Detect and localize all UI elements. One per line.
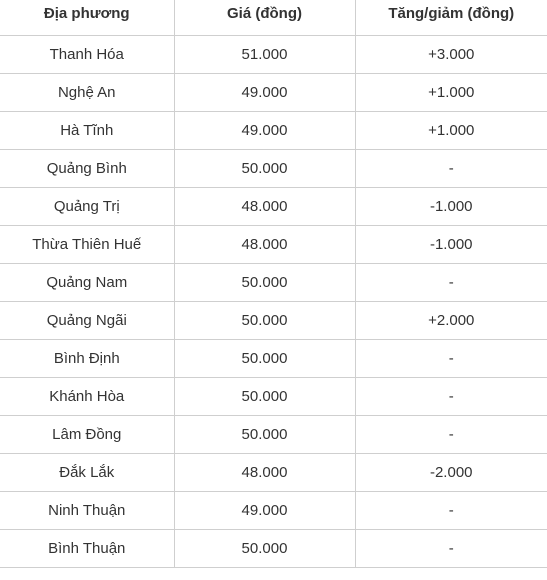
cell-change: +2.000 bbox=[355, 302, 547, 340]
cell-location: Khánh Hòa bbox=[0, 378, 174, 416]
cell-change: - bbox=[355, 530, 547, 568]
table-row bbox=[0, 36, 547, 74]
cell-location: Quảng Bình bbox=[0, 150, 174, 188]
cell-location: Quảng Ngãi bbox=[0, 302, 174, 340]
table-row bbox=[0, 416, 547, 454]
cell-change: - bbox=[355, 416, 547, 454]
cell-location: Hà Tĩnh bbox=[0, 112, 174, 150]
cell-change: - bbox=[355, 340, 547, 378]
cell-price: 48.000 bbox=[174, 454, 355, 492]
cell-price: 49.000 bbox=[174, 74, 355, 112]
cell-change: - bbox=[355, 264, 547, 302]
cell-location: Bình Định bbox=[0, 340, 174, 378]
table-row bbox=[0, 226, 547, 264]
cell-change: +3.000 bbox=[355, 36, 547, 74]
header-location: Địa phương bbox=[0, 0, 174, 36]
table-row bbox=[0, 74, 547, 112]
table-row bbox=[0, 112, 547, 150]
table-row bbox=[0, 188, 547, 226]
table-row bbox=[0, 454, 547, 492]
cell-location: Đắk Lắk bbox=[0, 454, 174, 492]
cell-location: Quảng Nam bbox=[0, 264, 174, 302]
table-row bbox=[0, 378, 547, 416]
cell-change: +1.000 bbox=[355, 112, 547, 150]
header-change: Tăng/giảm (đồng) bbox=[355, 0, 547, 36]
cell-change: -1.000 bbox=[355, 188, 547, 226]
cell-price: 51.000 bbox=[174, 36, 355, 74]
cell-price: 50.000 bbox=[174, 530, 355, 568]
table-row bbox=[0, 150, 547, 188]
cell-change: - bbox=[355, 378, 547, 416]
cell-price: 48.000 bbox=[174, 188, 355, 226]
cell-location: Thanh Hóa bbox=[0, 36, 174, 74]
header-price: Giá (đồng) bbox=[174, 0, 355, 36]
cell-location: Thừa Thiên Huế bbox=[0, 226, 174, 264]
cell-price: 50.000 bbox=[174, 378, 355, 416]
cell-change: - bbox=[355, 150, 547, 188]
cell-change: -1.000 bbox=[355, 226, 547, 264]
cell-location: Lâm Đồng bbox=[0, 416, 174, 454]
cell-location: Bình Thuận bbox=[0, 530, 174, 568]
cell-price: 49.000 bbox=[174, 492, 355, 530]
table-row bbox=[0, 302, 547, 340]
cell-price: 50.000 bbox=[174, 150, 355, 188]
cell-price: 50.000 bbox=[174, 302, 355, 340]
cell-change: - bbox=[355, 492, 547, 530]
cell-price: 50.000 bbox=[174, 340, 355, 378]
cell-price: 49.000 bbox=[174, 112, 355, 150]
table-row bbox=[0, 264, 547, 302]
cell-location: Nghệ An bbox=[0, 74, 174, 112]
cell-change: +1.000 bbox=[355, 74, 547, 112]
cell-price: 50.000 bbox=[174, 264, 355, 302]
table-row bbox=[0, 492, 547, 530]
cell-location: Quảng Trị bbox=[0, 188, 174, 226]
cell-location: Ninh Thuận bbox=[0, 492, 174, 530]
cell-price: 50.000 bbox=[174, 416, 355, 454]
table-row bbox=[0, 340, 547, 378]
table-header-row bbox=[0, 0, 547, 36]
cell-price: 48.000 bbox=[174, 226, 355, 264]
cell-change: -2.000 bbox=[355, 454, 547, 492]
table-row bbox=[0, 530, 547, 568]
